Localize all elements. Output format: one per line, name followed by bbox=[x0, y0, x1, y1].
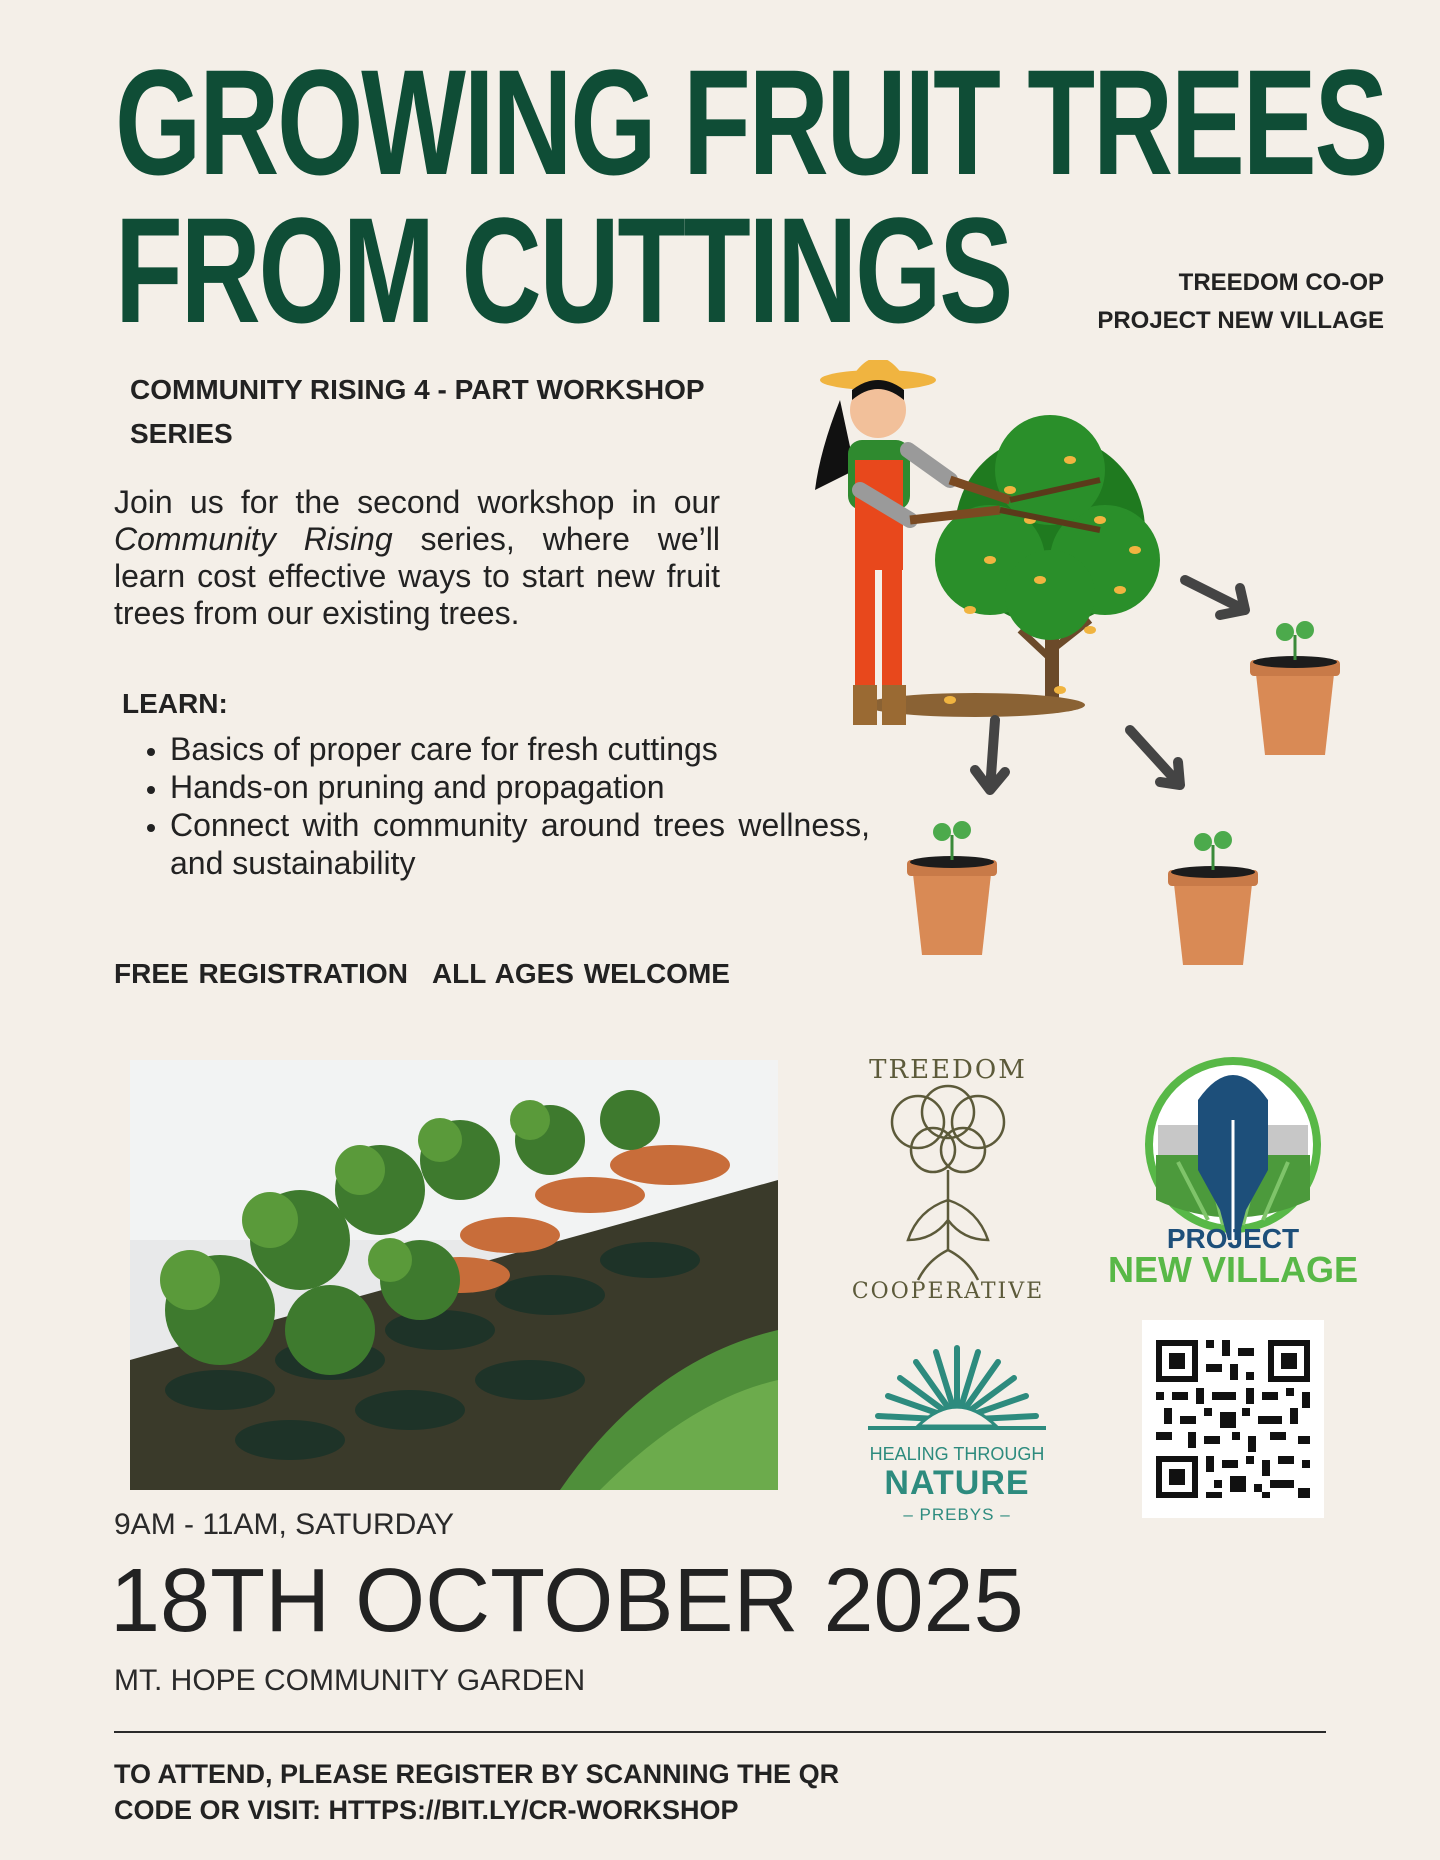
treedom-logo-bottom-text: COOPERATIVE bbox=[851, 1279, 1045, 1304]
series-label: COMMUNITY RISING 4 - PART WORKSHOP SERIES bbox=[130, 374, 705, 449]
gardener-pruning-illustration bbox=[800, 360, 1400, 990]
project-new-village-logo bbox=[1098, 1050, 1368, 1290]
treedom-logo-top-text: TREEDOM bbox=[869, 1055, 1027, 1085]
partner-names bbox=[984, 264, 1384, 340]
pnv-logo-line-2: NEW VILLAGE bbox=[1108, 1249, 1358, 1290]
registration-qr-code[interactable] bbox=[1142, 1320, 1324, 1518]
learn-list bbox=[114, 730, 870, 882]
learn-item: • Connect with community around trees wellness, and sustainability bbox=[170, 806, 870, 882]
intro-paragraph bbox=[114, 484, 720, 632]
event-date: 18TH OCTOBER 2025 bbox=[110, 1551, 1024, 1651]
pot-icon-3 bbox=[1168, 831, 1258, 965]
partner-project-new-village: PROJECT NEW VILLAGE bbox=[1097, 307, 1384, 334]
pnv-logo-line-1: PROJECT bbox=[1166, 1223, 1300, 1254]
footer-line-2: CODE OR VISIT: HTTPS://BIT.LY/CR-WORKSHOP bbox=[114, 1795, 739, 1825]
pot-icon-2 bbox=[907, 821, 997, 955]
potted-cuttings-photo bbox=[130, 1060, 778, 1490]
event-location: MT. HOPE COMMUNITY GARDEN bbox=[114, 1664, 586, 1697]
registration-instructions bbox=[114, 1756, 1014, 1828]
free-registration: FREE REGISTRATION bbox=[114, 958, 408, 989]
title-line-1: GROWING FRUIT TREES bbox=[115, 38, 1387, 206]
treedom-cooperative-logo bbox=[838, 1050, 1058, 1310]
intro-before: Join us for the second workshop in our bbox=[114, 484, 720, 520]
healing-through-nature-logo bbox=[848, 1330, 1066, 1530]
title-line-2: FROM CUTTINGS bbox=[115, 186, 1012, 354]
learn-heading: LEARN: bbox=[122, 688, 228, 719]
learn-item: • Hands-on pruning and propagation bbox=[170, 768, 870, 806]
htn-logo-line-1: HEALING THROUGH bbox=[869, 1444, 1045, 1464]
pot-icon-1 bbox=[1250, 621, 1340, 755]
footer-line-1: TO ATTEND, PLEASE REGISTER BY SCANNING THE QR bbox=[114, 1759, 840, 1789]
all-ages-welcome: ALL AGES WELCOME bbox=[431, 958, 730, 989]
event-time: 9AM - 11AM, SATURDAY bbox=[114, 1508, 455, 1541]
registration-info bbox=[114, 958, 730, 990]
htn-logo-line-2: NATURE bbox=[884, 1464, 1030, 1502]
htn-logo-line-3: – PREBYS – bbox=[903, 1505, 1011, 1524]
intro-after: series, where we’ll learn cost effective ways to start new fruit trees from our existing trees. bbox=[114, 521, 720, 631]
partner-treedom: TREEDOM CO-OP bbox=[1178, 269, 1384, 296]
learn-item: • Basics of proper care for fresh cuttings bbox=[170, 730, 870, 768]
divider bbox=[114, 1731, 1326, 1733]
intro-series-name: Community Rising bbox=[114, 521, 393, 557]
